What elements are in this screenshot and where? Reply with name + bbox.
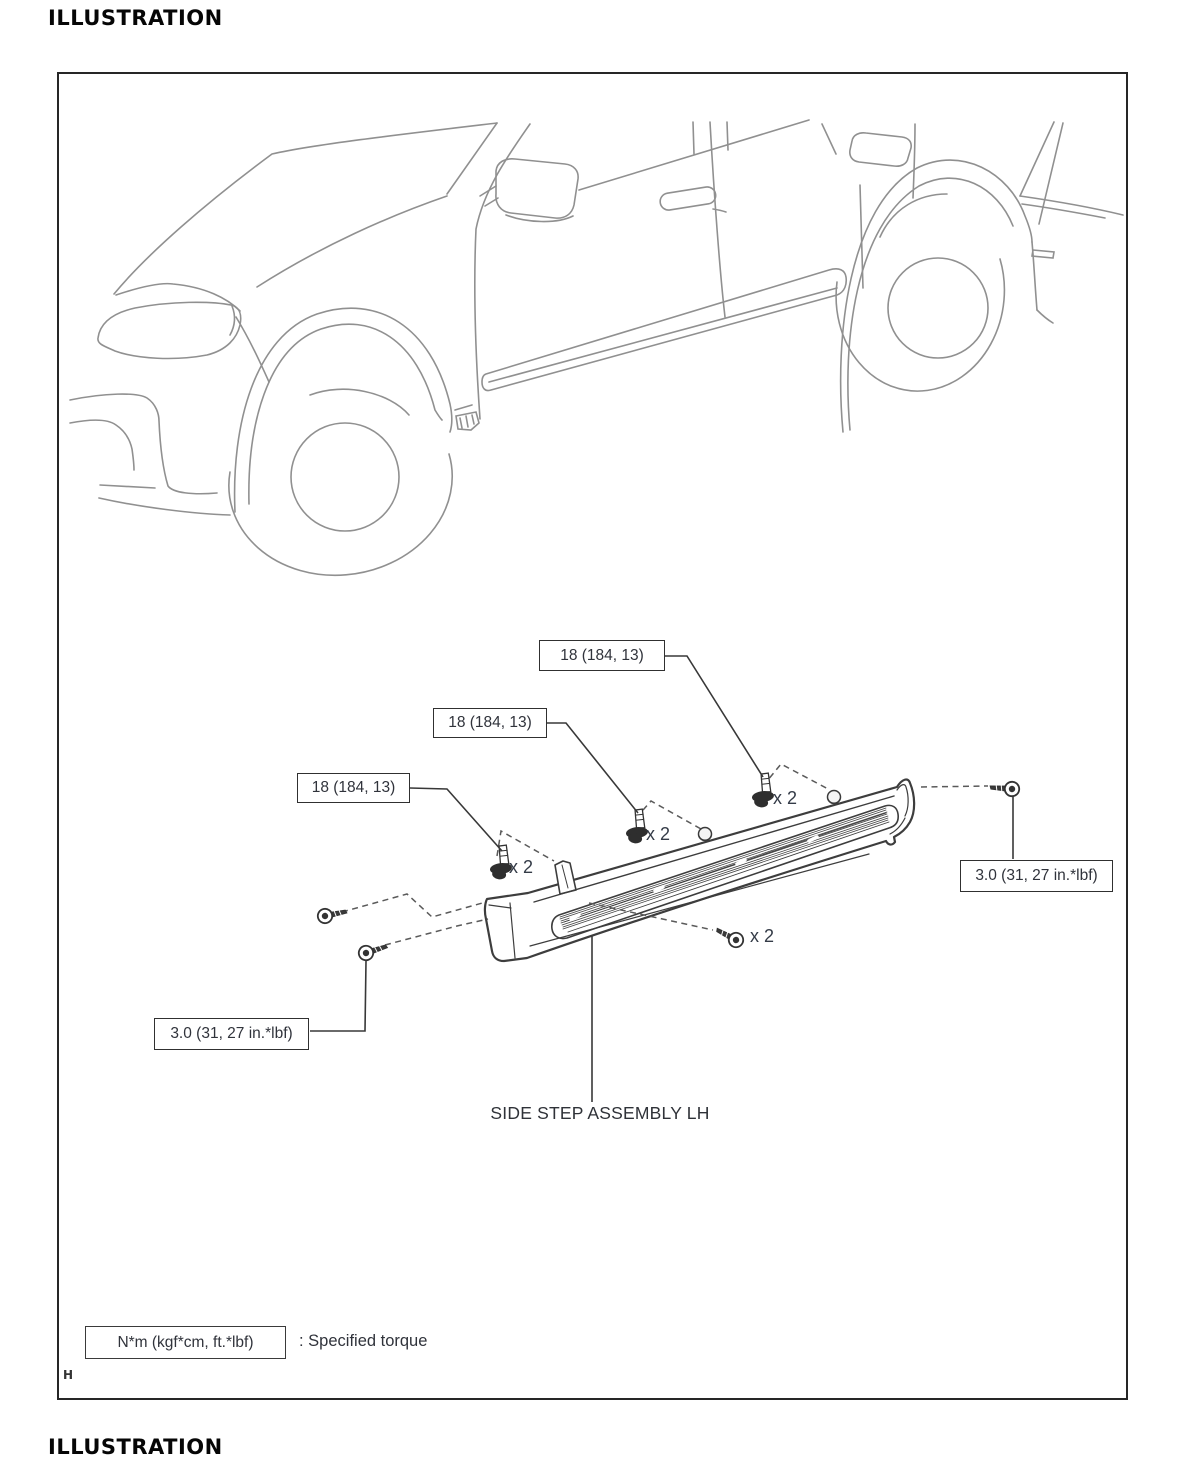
count-label-bolt-upper: x 2 bbox=[773, 788, 798, 808]
legend-torque-symbol-box: N*m (kgf*cm, ft.*lbf) bbox=[85, 1326, 286, 1359]
count-label-screw-bottom: x 2 bbox=[750, 926, 775, 946]
torque-label-bolt-upper: 18 (184, 13) bbox=[539, 640, 665, 671]
count-label-bolt-lower: x 2 bbox=[509, 857, 534, 877]
tapping-screw-icon bbox=[357, 939, 389, 962]
side-step-assembly-art bbox=[485, 780, 914, 961]
front-tire bbox=[229, 454, 452, 575]
torque-label-screw-left: 3.0 (31, 27 in.*lbf) bbox=[154, 1018, 309, 1050]
illustration-frame bbox=[57, 72, 1128, 1400]
tapping-screw-icon bbox=[316, 904, 348, 924]
door-handle bbox=[659, 186, 717, 212]
front-wheel-rim bbox=[291, 423, 399, 531]
mount-stud-icon bbox=[699, 828, 712, 841]
torque-label-screw-right: 3.0 (31, 27 in.*lbf) bbox=[960, 860, 1113, 892]
tapping-screw-icon bbox=[713, 923, 746, 949]
part-name-label: SIDE STEP ASSEMBLY LH bbox=[490, 1103, 710, 1123]
rear-wheel-rim bbox=[888, 258, 988, 358]
legend-description: : Specified torque bbox=[299, 1332, 428, 1350]
torque-label-bolt-lower: 18 (184, 13) bbox=[297, 773, 410, 803]
vehicle-line-art bbox=[70, 120, 1123, 575]
page-title-top: ILLUSTRATION bbox=[48, 6, 223, 30]
torque-label-bolt-middle: 18 (184, 13) bbox=[433, 708, 547, 738]
page-corner-mark: H bbox=[63, 1368, 74, 1382]
vehicle-side-step bbox=[482, 269, 846, 391]
mount-stud-icon bbox=[828, 791, 841, 804]
illustration-artwork bbox=[59, 74, 1126, 1398]
count-label-bolt-middle: x 2 bbox=[646, 824, 671, 844]
tapping-screw-icon bbox=[990, 780, 1020, 796]
side-mirror bbox=[496, 159, 578, 218]
page-title-bottom: ILLUSTRATION bbox=[48, 1435, 223, 1459]
quarter-window bbox=[850, 133, 911, 166]
